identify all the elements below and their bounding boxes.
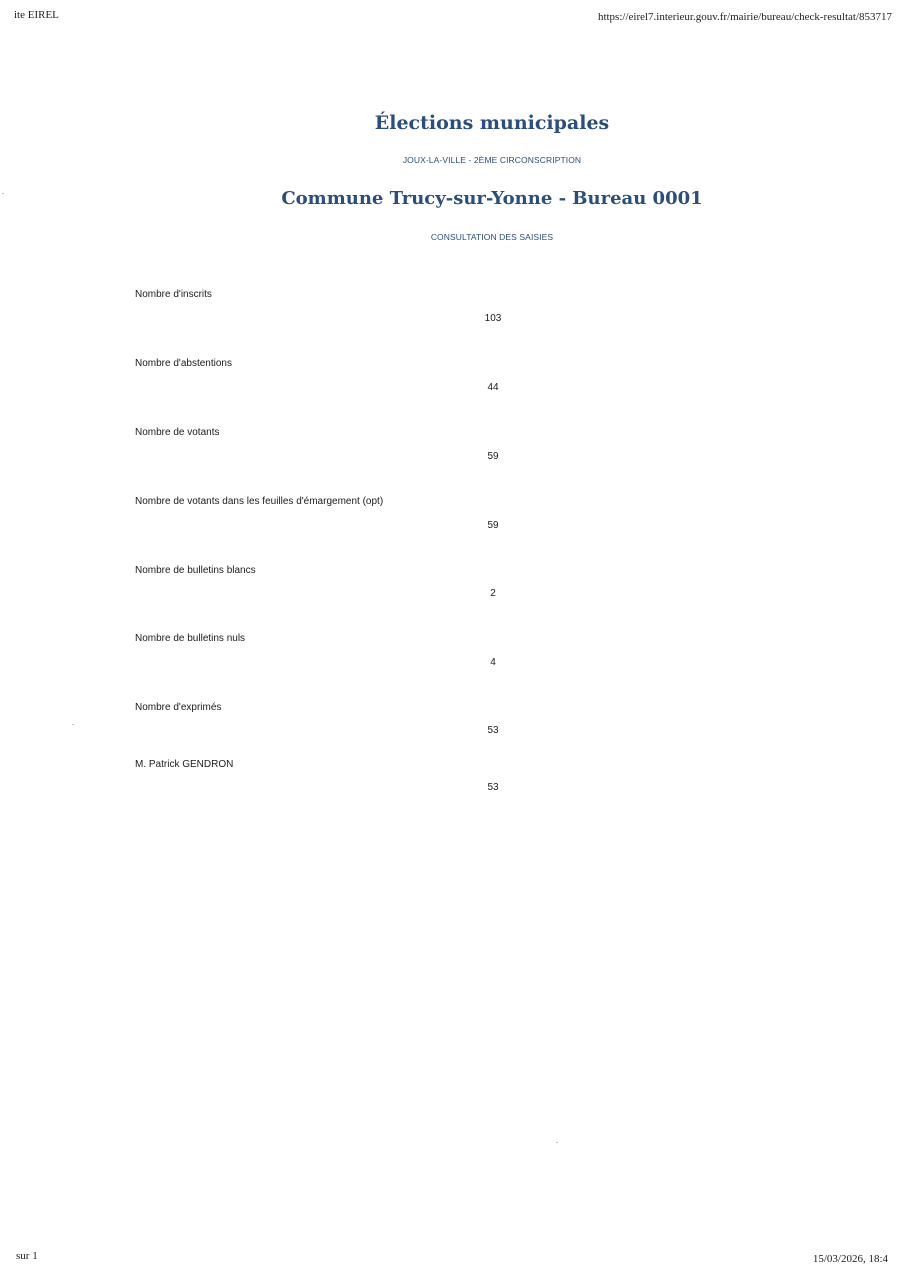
result-value-candidate: 53 bbox=[487, 782, 499, 793]
result-value-exprimes: 53 bbox=[487, 725, 499, 736]
result-label-nuls: Nombre de bulletins nuls bbox=[135, 633, 246, 644]
result-label-exprimes: Nombre d'exprimés bbox=[135, 702, 222, 713]
print-header-left: ite EIREL bbox=[14, 9, 59, 21]
result-label-candidate: M. Patrick GENDRON bbox=[135, 759, 234, 770]
scan-speck bbox=[72, 724, 74, 725]
result-label-inscrits: Nombre d'inscrits bbox=[135, 289, 212, 300]
result-value-blancs: 2 bbox=[490, 588, 496, 599]
result-label-abstentions: Nombre d'abstentions bbox=[135, 358, 232, 369]
commune-title: Commune Trucy-sur-Yonne - Bureau 0001 bbox=[281, 188, 703, 209]
circonscription-label: JOUX-LA-VILLE - 2ÈME CIRCONSCRIPTION bbox=[402, 155, 582, 165]
consultation-subtitle: CONSULTATION DES SAISIES bbox=[430, 232, 554, 242]
print-footer-page: sur 1 bbox=[16, 1250, 38, 1262]
result-value-inscrits: 103 bbox=[484, 313, 502, 324]
scan-speck bbox=[556, 1142, 558, 1143]
print-footer-datetime: 15/03/2026, 18:4 bbox=[812, 1253, 888, 1265]
result-value-votants: 59 bbox=[487, 451, 499, 462]
result-label-votants-emargement: Nombre de votants dans les feuilles d'émargement (opt) bbox=[135, 496, 384, 507]
page-title: Élections municipales bbox=[374, 112, 610, 134]
result-label-votants: Nombre de votants bbox=[135, 427, 220, 438]
result-label-blancs: Nombre de bulletins blancs bbox=[135, 565, 256, 576]
scan-speck bbox=[2, 193, 4, 194]
result-value-abstentions: 44 bbox=[487, 382, 499, 393]
result-value-nuls: 4 bbox=[490, 657, 496, 668]
result-value-votants-emargement: 59 bbox=[487, 520, 499, 531]
print-header-url: https://eirel7.interieur.gouv.fr/mairie/bureau/check-resultat/853717 bbox=[597, 11, 892, 23]
